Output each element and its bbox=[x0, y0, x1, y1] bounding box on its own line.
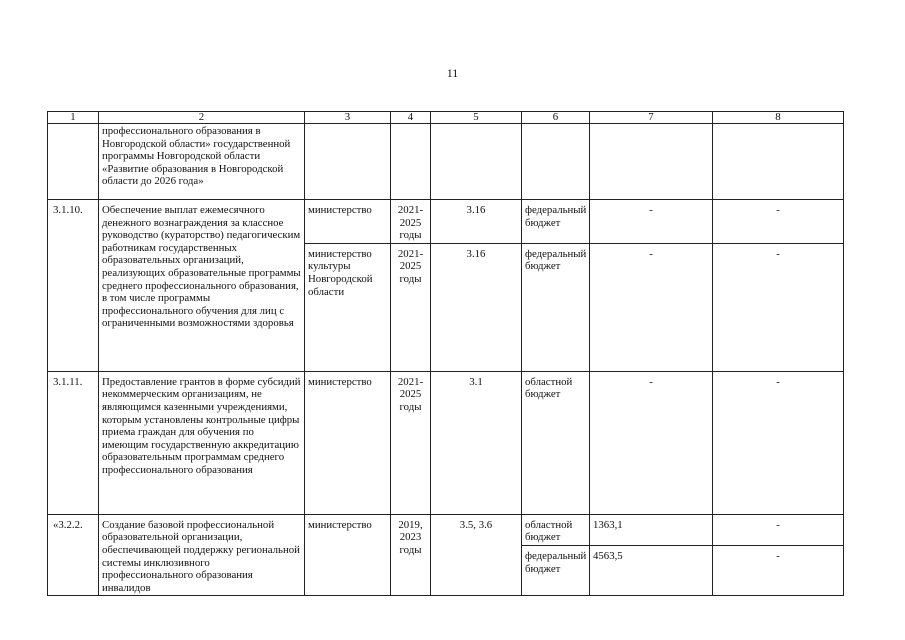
column-header: 6 bbox=[522, 112, 590, 124]
table-row bbox=[48, 371, 844, 514]
cell-col8: - bbox=[713, 546, 844, 596]
cell-code: 3.1.10. bbox=[48, 200, 99, 372]
cell-code: 3.1.11. bbox=[48, 371, 99, 514]
cell-executor: министерство культуры Новгородской области bbox=[305, 243, 391, 371]
cell-executor: министерство bbox=[305, 371, 391, 514]
table-header-row bbox=[48, 112, 844, 124]
cell-col7: 4563,5 bbox=[590, 546, 713, 596]
cell-executor: министерство bbox=[305, 514, 391, 596]
cell-source: федеральный бюджет bbox=[522, 546, 590, 596]
cell-source: областной бюджет bbox=[522, 371, 590, 514]
table-row bbox=[48, 124, 844, 200]
page-number: 11 bbox=[446, 66, 459, 80]
cell-source: областной бюджет bbox=[522, 514, 590, 545]
cell-goal: 3.5, 3.6 bbox=[431, 514, 522, 596]
cell-code bbox=[48, 124, 99, 200]
cell-term: 2021-2025 годы bbox=[391, 371, 431, 514]
column-header: 1 bbox=[48, 112, 99, 124]
cell-code: «3.2.2. bbox=[48, 514, 99, 596]
column-header: 3 bbox=[305, 112, 391, 124]
cell-goal: 3.16 bbox=[431, 200, 522, 244]
column-header: 8 bbox=[713, 112, 844, 124]
table-row bbox=[48, 514, 844, 545]
cell-col8: - bbox=[713, 514, 844, 545]
cell-col8: - bbox=[713, 371, 844, 514]
program-table bbox=[47, 111, 843, 596]
cell-description: Создание базовой профессиональной образовательной организации, обеспечивающей поддержку региональной системы инклюзивного профессионального образования инвалидов bbox=[99, 514, 305, 596]
cell-col8: - bbox=[713, 243, 844, 371]
cell-col7: 1363,1 bbox=[590, 514, 713, 545]
cell-source: федеральный бюджет bbox=[522, 200, 590, 244]
cell-goal: 3.1 bbox=[431, 371, 522, 514]
column-header: 2 bbox=[99, 112, 305, 124]
cell-description: Обеспечение выплат ежемесячного денежного вознаграждения за классное руководство (кураторство) педагогическим работникам государственных образовательных организаций, реализующих образовательные программы среднего профессионального образования, в том числе программы профессионального обучения для лиц с ограниченными возможностями здоровья bbox=[99, 200, 305, 372]
column-header: 4 bbox=[391, 112, 431, 124]
cell-term: 2021-2025 годы bbox=[391, 200, 431, 244]
cell-col7: - bbox=[590, 371, 713, 514]
column-header: 7 bbox=[590, 112, 713, 124]
cell-source: федеральный бюджет bbox=[522, 243, 590, 371]
column-header: 5 bbox=[431, 112, 522, 124]
cell-col7: - bbox=[590, 200, 713, 244]
cell-goal: 3.16 bbox=[431, 243, 522, 371]
cell-term: 2019, 2023 годы bbox=[391, 514, 431, 596]
cell-col8: - bbox=[713, 200, 844, 244]
cell-col7: - bbox=[590, 243, 713, 371]
table-row bbox=[48, 200, 844, 244]
cell-description: Предоставление грантов в форме субсидий некоммерческим организациям, не являющимся казенными учреждениями, которым установлены контрольные цифры приема граждан для обучения по имеющим государственную аккредитацию образовательным программам среднего профессионального образования bbox=[99, 371, 305, 514]
cell-term: 2021-2025 годы bbox=[391, 243, 431, 371]
cell-executor: министерство bbox=[305, 200, 391, 244]
cell-description: профессионального образования в Новгородской области» государственной программы Новгородской области «Развитие образования в Новгородской области до 2026 года» bbox=[99, 124, 305, 200]
